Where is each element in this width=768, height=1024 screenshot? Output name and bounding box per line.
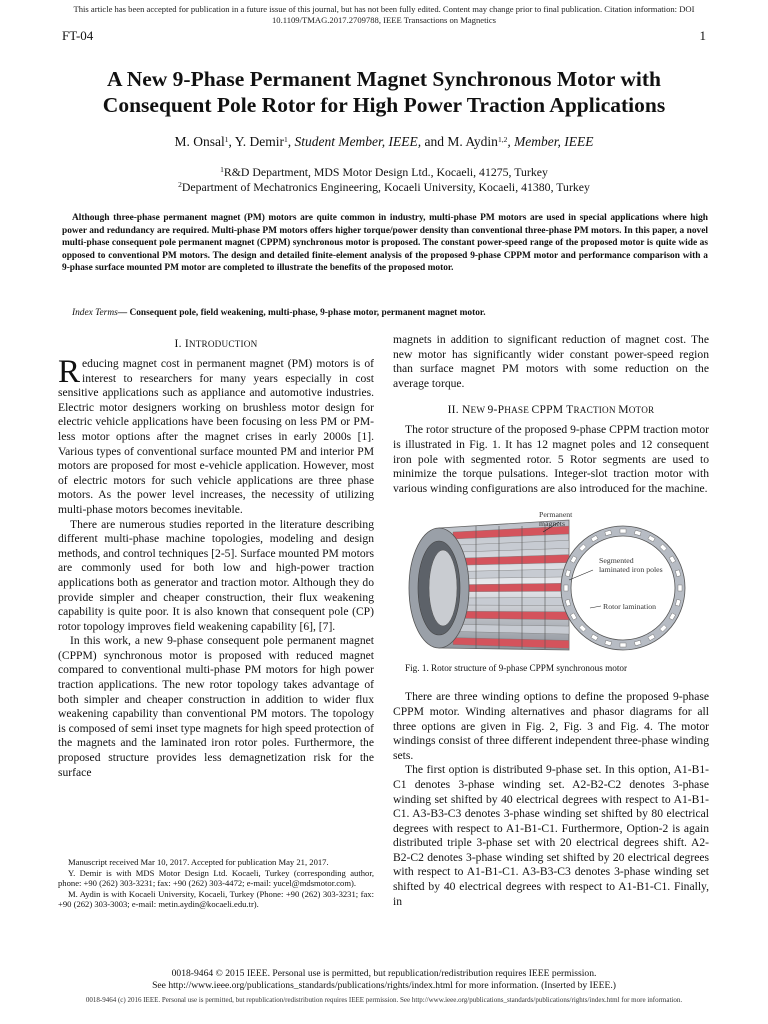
label-rotor-lamination: Rotor lamination [603, 602, 657, 612]
rotor-illustration [393, 510, 709, 658]
section-2-part-d: M [618, 403, 629, 417]
drop-cap: R [58, 354, 81, 390]
section-heading-introduction [58, 337, 374, 351]
right-paragraph-0: magnets in addition to significant reduction of magnet cost. The new motor has significantly wider constant power-speed region than surface magnet PM motors with some reduction on the average torque. [393, 333, 709, 390]
section-1-number: I. [174, 337, 185, 350]
label-segmented-poles: Segmented laminated iron poles [599, 556, 663, 575]
affiliation-2 [40, 180, 728, 195]
section-2-part-b: 9-P [487, 403, 505, 417]
page-code: FT-04 [62, 28, 94, 43]
author-aydin-sup: 1,2 [497, 135, 508, 144]
author-demir: , Y. Demir [228, 134, 284, 149]
author-demir-role: , Student Member, IEEE, [287, 134, 422, 149]
title-line-2: Consequent Pole Rotor for High Power Traction Applications [102, 93, 666, 117]
label-permanent-magnets: Permanent magnets [539, 510, 573, 529]
section-1-first: I [184, 337, 189, 350]
section-2-part-c-rest: RACTION [573, 405, 619, 416]
section-2-part-b-rest: HASE [504, 405, 532, 416]
section-2-part-a-rest: EW [470, 405, 488, 416]
left-column [58, 337, 374, 780]
copyright-line-2: See http://www.ieee.org/publications_standards/publications/rights/index.html for more information. (Inserted by IEEE.) [152, 980, 616, 991]
section-2-number: II. [447, 403, 462, 417]
section-2-part-d-rest: OTOR [628, 405, 655, 416]
copyright-line-1: 0018-9464 © 2015 IEEE. Personal use is permitted, but republication/redistribution requires IEEE permission. [171, 968, 597, 979]
footnote-demir: Y. Demir is with MDS Motor Design Ltd. Kocaeli, Turkey (corresponding author, phone: +90 (262) 303-3231; fax: +90 (262) 303-4472; e-mail: yucel@mdsmotor.com). [58, 867, 374, 889]
intro-paragraph-3: In this work, a new 9-phase consequent pole permanent magnet (CPPM) synchronous motor is proposed with reduced magnet compared to conventional multi-phase PM motors for high power traction applications. The new rotor topology takes advantage of both simpler and cheaper construction in addition to wider flux weakening capability than conventional PM motors. The topology is composed of semi inset type magnets for high speed protection of the magnets and the laminated iron rotor poles. Furthermore, the proposed structure provides less demagnetization risk for the surface [58, 634, 374, 779]
rotor-lamination-ring [561, 526, 685, 650]
author-onsal-sup: 1 [224, 135, 229, 144]
figure-1-caption: Fig. 1. Rotor structure of 9-phase CPPM synchronous motor [405, 663, 628, 674]
intro-paragraph-2: There are numerous studies reported in the literature describing different multi-phase machine topologies, modeling and design methods, and control techniques [2-5]. Surface mounted PM motors are commonly used for both low and high-power traction applications both as generator and traction motor. Although they do provide simpler and cheaper construction, their flux weakening capability is quite poor. It is also known that consequent pole (CP) rotor topology improves field weakening capability [6], [7]. [58, 517, 374, 633]
author-aydin: and M. Aydin [421, 134, 498, 149]
section-2-part-c: CPPM T [531, 403, 574, 417]
paper-title [40, 66, 728, 118]
copyright-small: 0018-9464 (c) 2016 IEEE. Personal use is permitted, but republication/redistribution requires IEEE permission. See http://www.ieee.org/publications_standards/publications/rights/index.html for more information. [85, 996, 683, 1004]
author-demir-sup: 1 [283, 135, 288, 144]
abstract: Although three-phase permanent magnet (PM) motors are quite common in industry, multi-phase PM motors are used in special applications where high power and redundancy are required. Multi-phase PM motors offers higher torque/power density than conventional three-phase PM motors. In this paper, a novel multi-phase consequent pole permanent magnet (CPPM) synchronous motor is proposed. The constant power-speed range of the proposed motor is quite wide as opposed to conventional PM motors. The design and detailed finite-element analysis of the proposed 9-phase CPPM motor and performance comparison with a 9-phase surface mounted PM motor are completed to illustrate the benefits of the proposed motor. [62, 213, 708, 274]
section-2-part-a: N [461, 403, 471, 417]
author-list [40, 134, 728, 150]
index-terms-label: Index Terms [72, 308, 118, 318]
intro-paragraph-1-text: educing magnet cost in permanent magnet (PM) motors is of interest to researchers for many years especially in cost sensitive applications such as appliance and automotive industries. Electric motor designers working on brushless motor design for electric vehicle applications have been focusing on less PM or PM-less motor options after the magnet crises in early 2000s [1]. Various types of conventional surface mounted PM and interior PM motors are proposed for most e-vehicle application. However, most of electric motors for such vehicle applications are three phase motors. As the power level increases, the necessity of utilizing multi-phase motors becomes inevitable. [58, 357, 374, 516]
affiliation-1 [40, 165, 728, 180]
section-heading-motor [393, 403, 709, 417]
affiliation-1-text: R&D Department, MDS Motor Design Ltd., Kocaeli, 41275, Turkey [223, 165, 548, 179]
journal-banner: This article has been accepted for publication in a future issue of this journal, but has not been fully edited. Content may change prior to final publication. Citation information: DOI 10.1109/TMAG.2017.2709788, IEEE Transactions on Magnetics [73, 4, 695, 25]
index-terms-text: — Consequent pole, field weakening, multi-phase, 9-phase motor, permanent magnet motor. [117, 308, 486, 318]
figure-1-rotor [393, 510, 709, 658]
section-1-rest: NTRODUCTION [188, 339, 258, 349]
footnote-aydin: M. Aydin is with Kocaeli University, Kocaeli, Turkey (Phone: +90 (262) 303-3231; fax: +90 (262) 303-3003; e-mail: metin.aydin@kocaeli.edu.tr). [58, 888, 374, 910]
affiliation-1-sup: 1 [220, 165, 224, 174]
rotor-cylinder [409, 520, 569, 650]
affiliation-2-text: Department of Mechatronics Engineering, Kocaeli University, Kocaeli, 41380, Turkey [181, 180, 590, 194]
footnotes [58, 857, 374, 910]
author-aydin-role: , Member, IEEE [507, 134, 594, 149]
title-line-1: A New 9-Phase Permanent Magnet Synchronous Motor with [107, 67, 661, 91]
right-column [393, 333, 709, 909]
right-paragraph-3: The first option is distributed 9-phase set. In this option, A1-B1-C1 denotes 3-phase winding set. A2-B2-C2 denotes 3-phase winding set shifted by 40 electrical degrees with respect to A1-B1-C1. A3-B3-C3 denotes 3-phase winding set shifted by 80 electrical degrees with respect to A1-B1-C1. Furthermore, Option-2 is again distributed triple 3-phase set with 20 electrical degrees shift. A2-B2-C2 denotes 3-phase winding set shifted by 20 electrical degrees with respect to A1-B1-C1. A3-B3-C3 denotes 3-phase winding set shifted by 40 electrical degrees with respect to A1-B1-C1. Finally, in [393, 763, 709, 908]
copyright-footer [40, 968, 728, 992]
right-paragraph-1: The rotor structure of the proposed 9-phase CPPM traction motor is illustrated in Fig. 1. It has 12 magnet poles and 12 consequent iron pole with segmented rotor. 5 Rotor segments are used to minimize the torque pulsations. Integer-slot traction motor with various winding configurations are also introduced for the machine. [393, 423, 709, 495]
index-terms [62, 307, 708, 320]
affiliations [40, 165, 728, 195]
affiliation-2-sup: 2 [178, 180, 182, 189]
intro-paragraph-1 [58, 354, 374, 518]
page-number: 1 [699, 28, 706, 43]
footnote-manuscript: Manuscript received Mar 10, 2017. Accepted for publication May 21, 2017. [68, 857, 329, 867]
author-onsal: M. Onsal [174, 134, 225, 149]
right-paragraph-2: There are three winding options to define the proposed 9-phase CPPM motor. Winding alternatives and phasor diagrams for all three options are given in Fig. 2, Fig. 3 and Fig. 4. The motor windings consist of three different independent three-phase winding sets. [393, 690, 709, 762]
